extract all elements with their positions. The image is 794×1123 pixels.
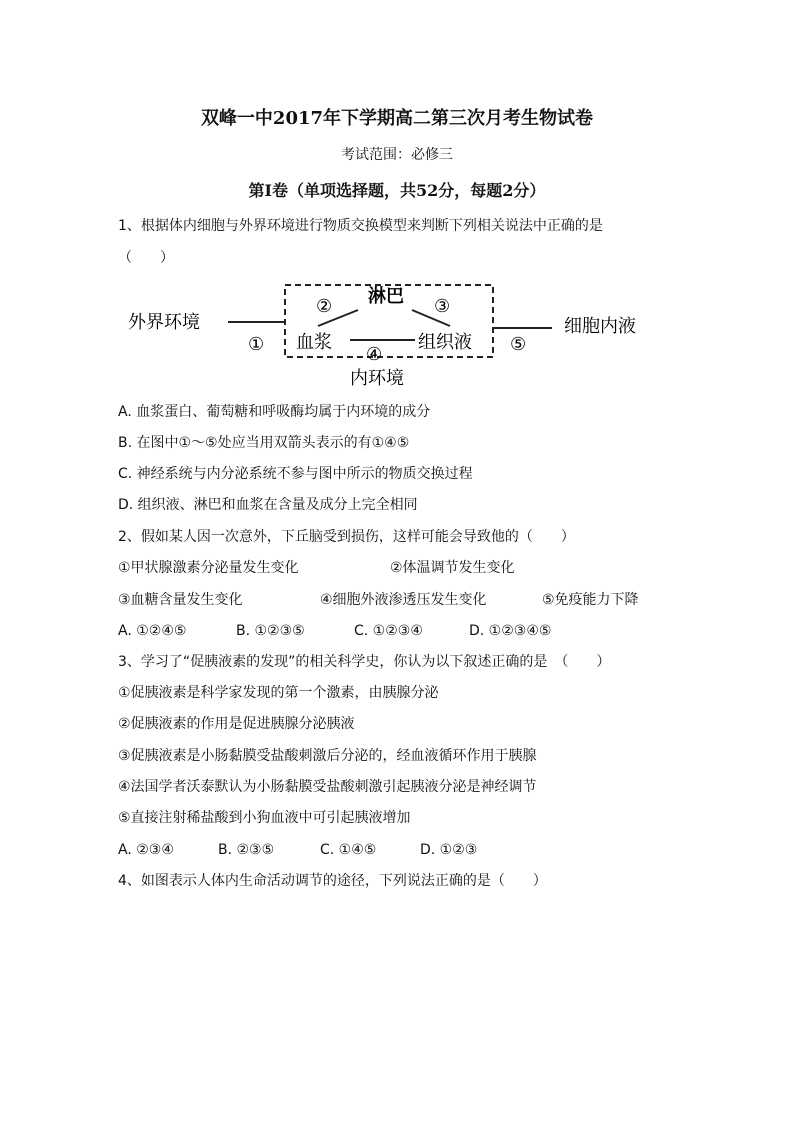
q3-item-2: ②促胰液素的作用是促进胰腺分泌胰液 — [118, 716, 355, 732]
q1-option-d: D. 组织液、淋巴和血浆在含量及成分上完全相同 — [118, 497, 418, 513]
section-heading: 第Ⅰ卷（单项选择题，共52分，每题2分） — [248, 181, 546, 200]
marker-5: ⑤ — [510, 334, 527, 355]
label-outside: 外界环境 — [128, 312, 200, 333]
q2-item-5: ⑤免疫能力下降 — [542, 592, 639, 608]
q3-item-1: ①促胰液素是科学家发现的第一个激素，由胰腺分泌 — [118, 685, 439, 701]
q1-stem: 1、根据体内细胞与外界环境进行物质交换模型来判断下列相关说法中正确的是 — [118, 218, 603, 234]
q1-option-c: C. 神经系统与内分泌系统不参与图中所示的物质交换过程 — [118, 466, 473, 482]
label-tissue-fluid: 组织液 — [418, 332, 472, 353]
label-intracellular: 细胞内液 — [564, 316, 636, 337]
q1-diagram — [120, 280, 680, 390]
marker-2: ② — [316, 296, 333, 317]
marker-4: ④ — [366, 344, 383, 365]
q2-option-a: A. ①②④⑤ — [118, 623, 187, 639]
q3-item-3: ③促胰液素是小肠黏膜受盐酸刺激后分泌的，经血液循环作用于胰腺 — [118, 748, 537, 764]
q2-item-2: ②体温调节发生变化 — [390, 560, 515, 576]
exam-scope: 考试范围：必修三 — [341, 147, 453, 163]
marker-1: ① — [248, 334, 265, 355]
q4-stem: 4、如图表示人体内生命活动调节的途径，下列说法正确的是（ ） — [118, 873, 547, 889]
q3-option-b: B. ②③⑤ — [218, 842, 275, 858]
q2-item-3: ③血糖含量发生变化 — [118, 592, 243, 608]
q2-item-1: ①甲状腺激素分泌量发生变化 — [118, 560, 299, 576]
label-internal-environment: 内环境 — [350, 368, 404, 389]
q3-stem: 3、学习了“促胰液素的发现”的相关科学史，你认为以下叙述正确的是 （ ） — [118, 654, 611, 670]
q1-option-a: A. 血浆蛋白、葡萄糖和呼吸酶均属于内环境的成分 — [118, 404, 431, 420]
exam-title: 双峰一中2017年下学期高二第三次月考生物试卷 — [200, 108, 594, 129]
q3-option-d: D. ①②③ — [420, 842, 478, 858]
q3-option-c: C. ①④⑤ — [320, 842, 377, 858]
label-plasma: 血浆 — [296, 332, 332, 353]
q3-item-4: ④法国学者沃泰默认为小肠黏膜受盐酸刺激引起胰液分泌是神经调节 — [118, 779, 537, 795]
q2-option-d: D. ①②③④⑤ — [469, 623, 552, 639]
q2-option-b: B. ①②③⑤ — [236, 623, 305, 639]
q2-option-c: C. ①②③④ — [354, 623, 423, 639]
marker-3: ③ — [434, 296, 451, 317]
q1-answer-paren: （ ） — [118, 250, 174, 266]
q3-item-5: ⑤直接注射稀盐酸到小狗血液中可引起胰液增加 — [118, 810, 411, 826]
q1-option-b: B. 在图中①～⑤处应当用双箭头表示的有①④⑤ — [118, 435, 410, 451]
q3-option-a: A. ②③④ — [118, 842, 174, 858]
label-lymph: 淋巴 — [368, 286, 404, 307]
q2-item-4: ④细胞外液渗透压发生变化 — [320, 592, 487, 608]
q2-stem: 2、假如某人因一次意外，下丘脑受到损伤，这样可能会导致他的（ ） — [118, 529, 575, 545]
